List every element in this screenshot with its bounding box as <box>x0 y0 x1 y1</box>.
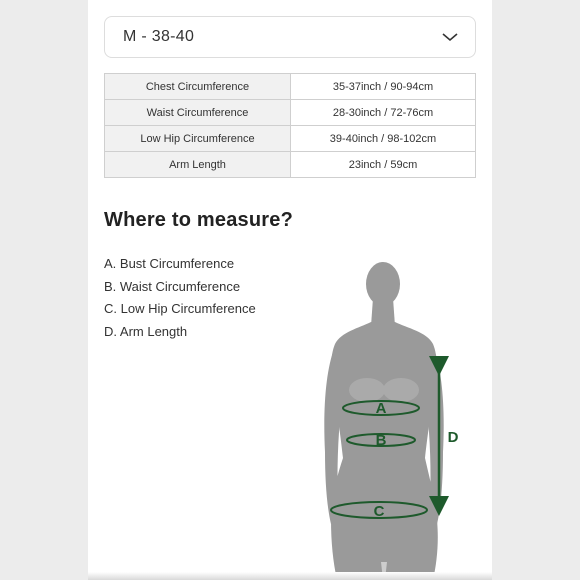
list-item: C. Low Hip Circumference <box>104 301 256 316</box>
body-measurement-diagram <box>315 262 475 580</box>
chevron-down-icon <box>441 30 459 44</box>
size-table <box>104 73 476 178</box>
table-cell-label: Waist Circumference <box>105 100 291 126</box>
table-cell-value: 28-30inch / 72-76cm <box>291 100 476 126</box>
table-cell-value: 39-40inch / 98-102cm <box>291 126 476 152</box>
table-cell-value: 35-37inch / 90-94cm <box>291 74 476 100</box>
label-c: C <box>373 503 385 520</box>
size-select-value: M - 38-40 <box>123 28 195 45</box>
table-row <box>105 126 476 152</box>
measure-heading: Where to measure? <box>104 209 294 231</box>
table-cell-label: Arm Length <box>105 152 291 178</box>
list-item: D. Arm Length <box>104 323 188 339</box>
label-b: B <box>375 432 387 449</box>
table-row <box>105 74 476 100</box>
table-row <box>105 100 476 126</box>
table-row <box>105 152 476 178</box>
list-item: A. Bust Circumference <box>104 256 235 271</box>
label-a: A <box>375 400 387 417</box>
size-select[interactable] <box>104 16 476 58</box>
table-cell-value: 23inch / 59cm <box>291 152 476 178</box>
table-cell-label: Low Hip Circumference <box>105 126 291 152</box>
table-cell-label: Chest Circumference <box>105 74 291 100</box>
body-silhouette <box>324 262 443 580</box>
list-item: B. Waist Circumference <box>104 278 241 294</box>
measure-list <box>104 255 256 345</box>
label-d: D <box>447 429 459 446</box>
bottom-edge <box>88 572 492 580</box>
